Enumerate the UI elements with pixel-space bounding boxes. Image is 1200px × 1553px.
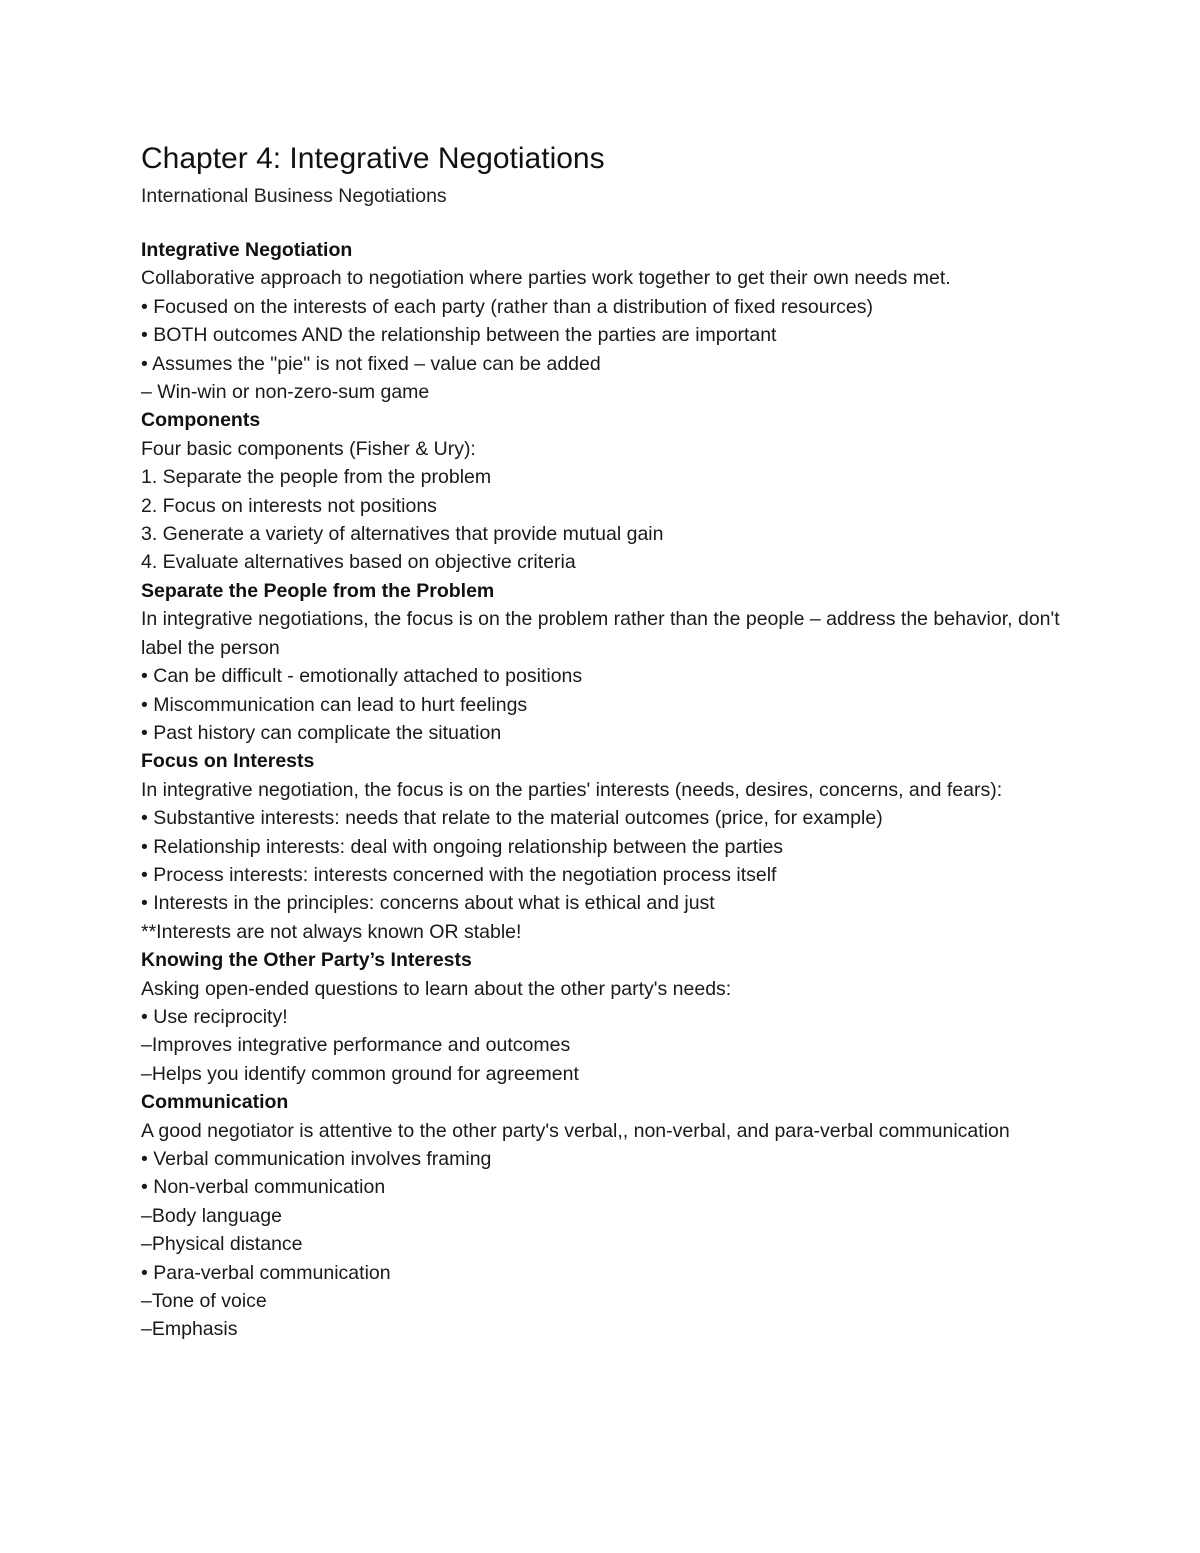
paragraph-line: Asking open-ended questions to learn about the other party's needs: <box>141 977 732 1000</box>
bullet-line: • Past history can complicate the situation <box>141 721 502 744</box>
bullet-line: • Assumes the "pie" is not fixed – value can be added <box>141 352 601 375</box>
paragraph-line: In integrative negotiation, the focus is on the parties' interests (needs, desires, concerns, and fears): <box>141 778 1003 801</box>
bullet-line: • Process interests: interests concerned with the negotiation process itself <box>141 863 777 886</box>
paragraph-line: Collaborative approach to negotiation where parties work together to get their own needs met. <box>141 267 951 290</box>
numbered-item: 1. Separate the people from the problem <box>141 466 492 489</box>
bullet-line: • BOTH outcomes AND the relationship between the parties are important <box>141 324 777 347</box>
dash-line: –Physical distance <box>141 1233 303 1256</box>
section-focus-interests <box>141 747 1081 946</box>
section-heading: Components <box>141 409 261 432</box>
section-other-party-interests <box>141 946 1081 1088</box>
bullet-line: • Relationship interests: deal with ongoing relationship between the parties <box>141 835 784 858</box>
section-heading: Separate the People from the Problem <box>141 579 495 602</box>
section-heading: Knowing the Other Party’s Interests <box>141 949 472 972</box>
section-components <box>141 406 1081 576</box>
bullet-line: • Para-verbal communication <box>141 1261 391 1284</box>
bullet-line: • Can be difficult - emotionally attached to positions <box>141 665 583 688</box>
paragraph-line: A good negotiator is attentive to the other party's verbal,, non-verbal, and para-verbal communication <box>141 1119 1010 1142</box>
numbered-item: 2. Focus on interests not positions <box>141 494 437 517</box>
note-line: **Interests are not always known OR stable! <box>141 920 522 943</box>
dash-line: –Body language <box>141 1204 282 1227</box>
dash-line: –Improves integrative performance and outcomes <box>141 1034 571 1057</box>
section-heading: Focus on Interests <box>141 750 315 773</box>
bullet-line: • Interests in the principles: concerns about what is ethical and just <box>141 892 715 915</box>
section-separate-people <box>141 577 1081 747</box>
document-subtitle: International Business Negotiations <box>141 185 447 207</box>
numbered-item: 4. Evaluate alternatives based on objective criteria <box>141 551 576 574</box>
document-page <box>141 138 1081 1344</box>
dash-line: –Emphasis <box>141 1318 238 1341</box>
section-communication <box>141 1088 1081 1344</box>
paragraph-line: In integrative negotiations, the focus is on the problem rather than the people – address the behavior, don't label the person <box>141 608 1060 659</box>
bullet-line: • Substantive interests: needs that relate to the material outcomes (price, for example) <box>141 807 883 830</box>
bullet-line: • Verbal communication involves framing <box>141 1148 492 1170</box>
paragraph-line: Four basic components (Fisher & Ury): <box>141 437 476 460</box>
numbered-item: 3. Generate a variety of alternatives that provide mutual gain <box>141 523 664 546</box>
bullet-line: • Miscommunication can lead to hurt feelings <box>141 693 528 716</box>
dash-line: –Tone of voice <box>141 1290 267 1313</box>
section-heading: Communication <box>141 1091 289 1114</box>
document-title: Chapter 4: Integrative Negotiations <box>141 142 605 175</box>
section-heading: Integrative Negotiation <box>141 239 353 261</box>
section-integrative-negotiation <box>141 236 1081 406</box>
dash-line: – Win-win or non-zero-sum game <box>141 381 430 404</box>
dash-line: –Helps you identify common ground for agreement <box>141 1062 579 1085</box>
bullet-line: • Use reciprocity! <box>141 1005 288 1028</box>
bullet-line: • Focused on the interests of each party (rather than a distribution of fixed resources) <box>141 295 873 318</box>
bullet-line: • Non-verbal communication <box>141 1176 386 1199</box>
